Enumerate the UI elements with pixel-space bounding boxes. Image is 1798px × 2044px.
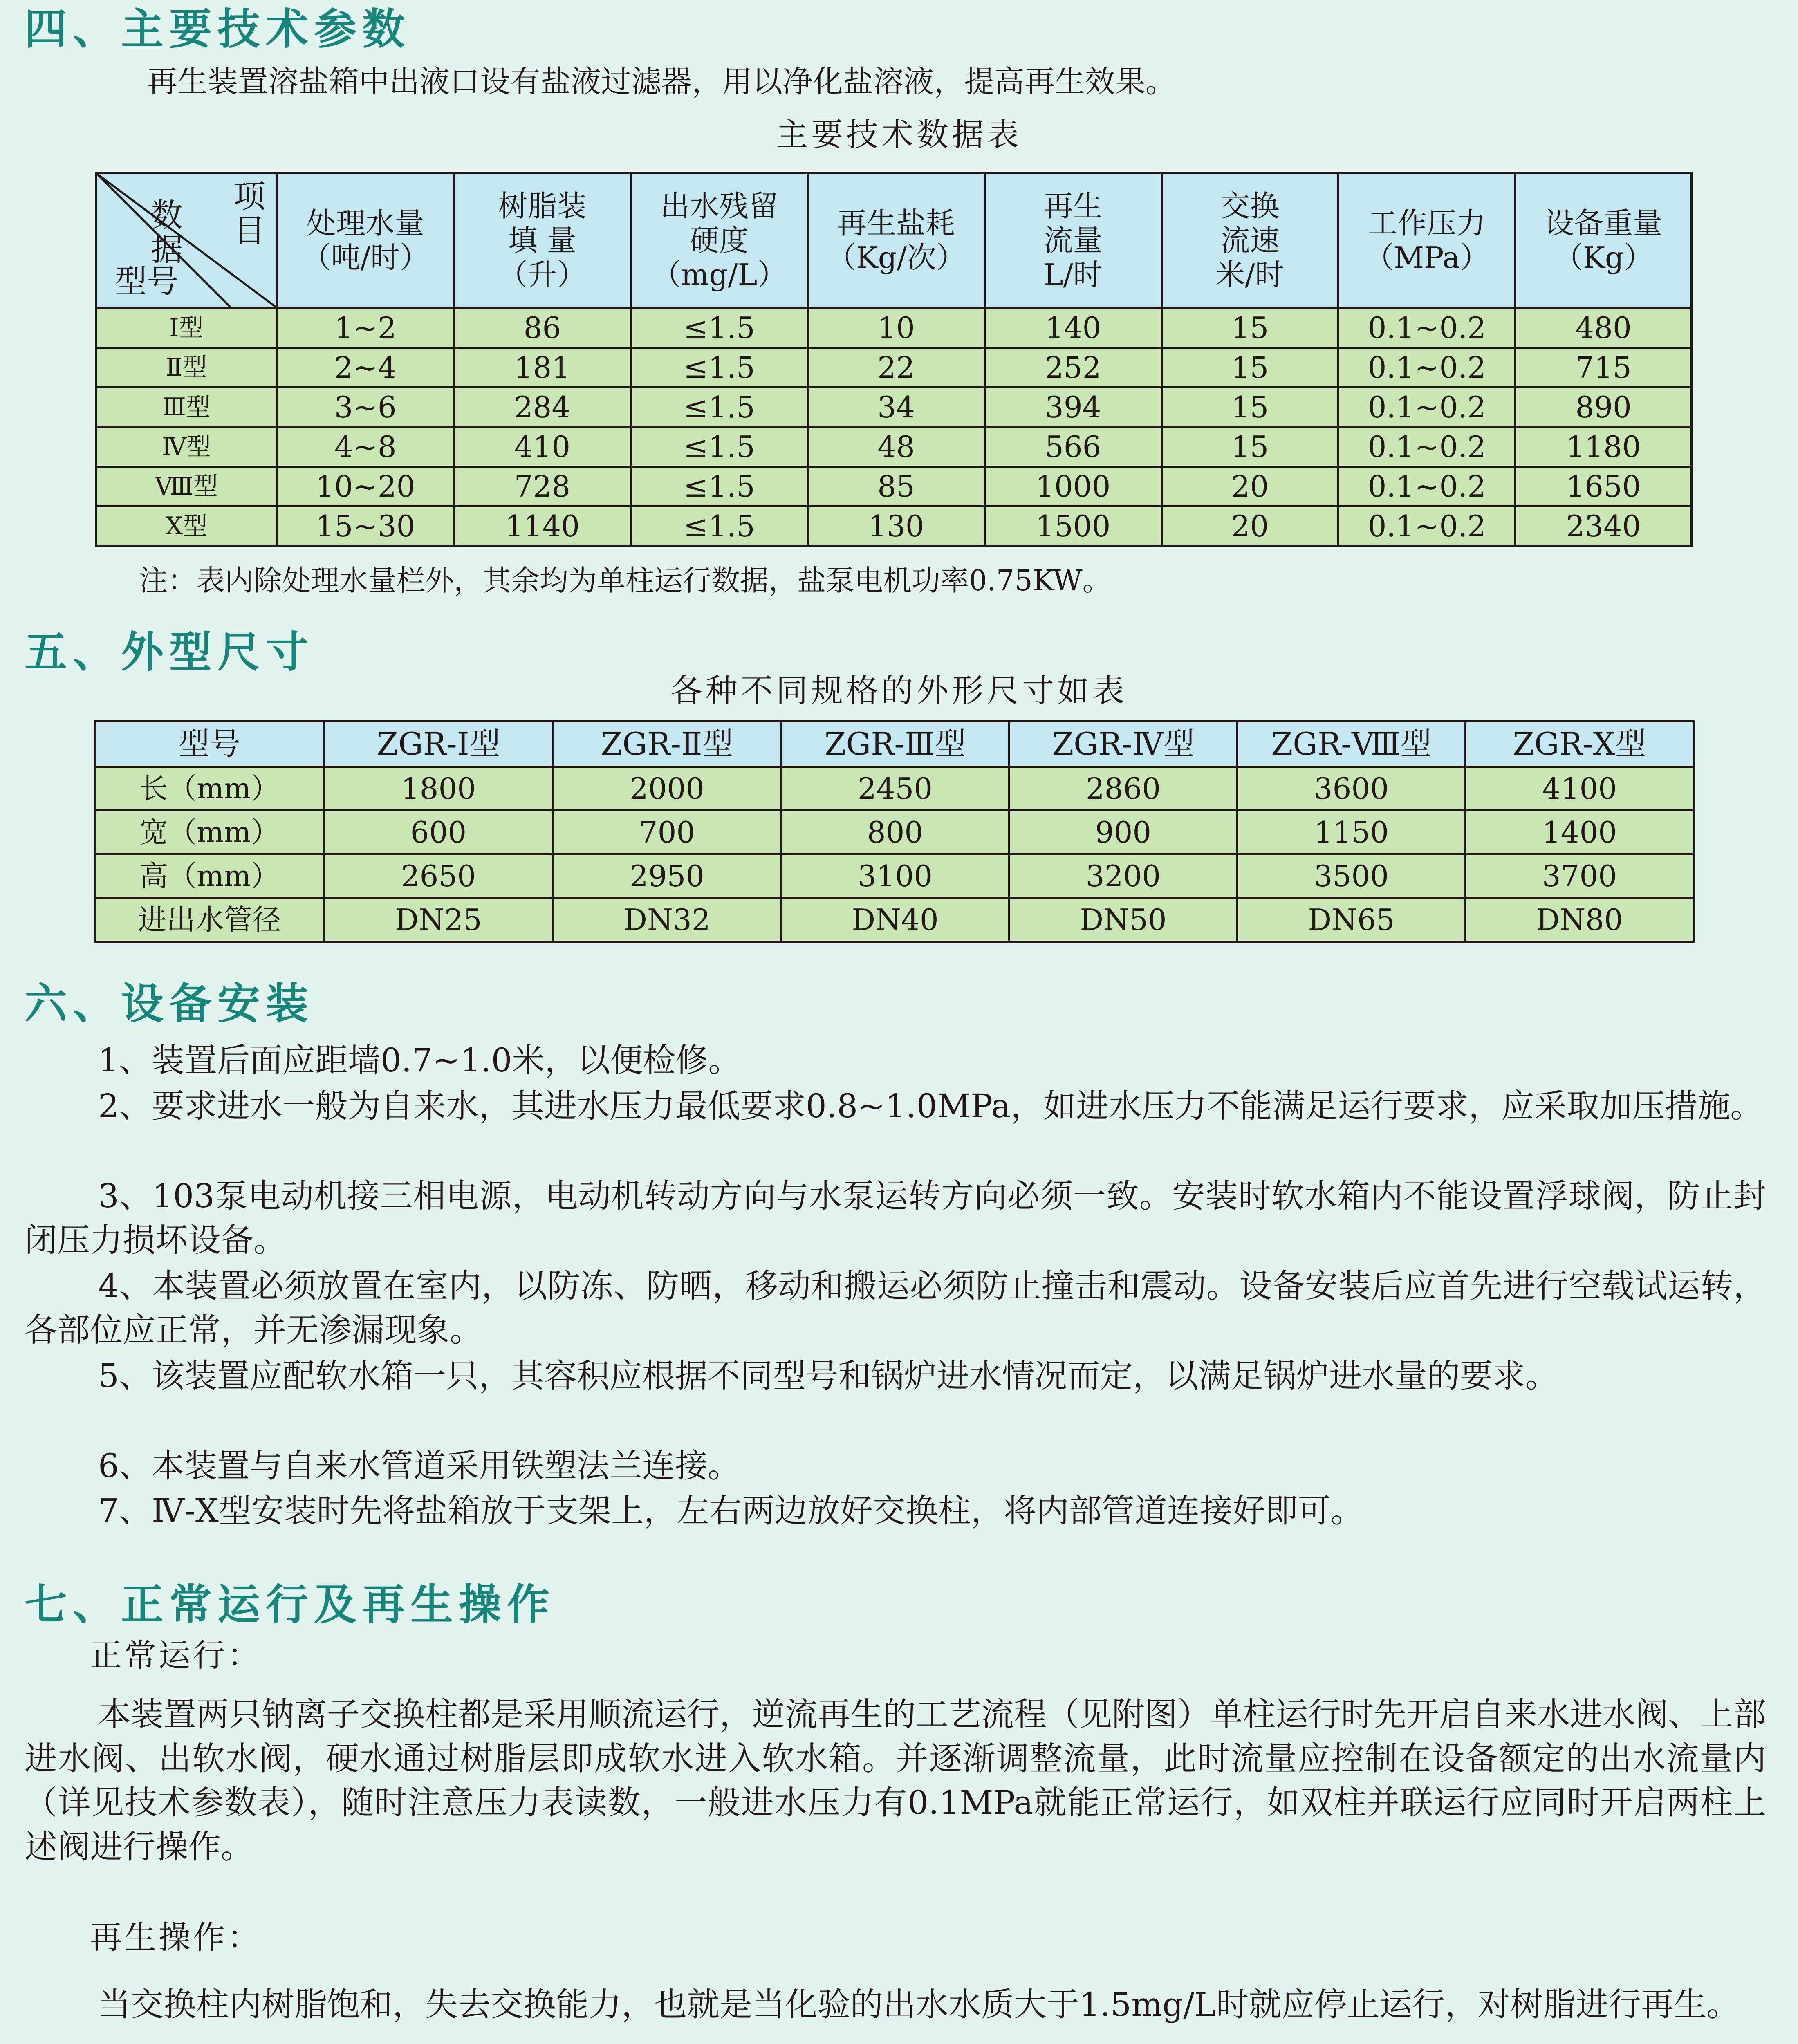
spec-model-cell: Ⅱ型: [96, 348, 277, 388]
install-item-3: 3、103泵电动机接三相电源，电动机转动方向与水泵运转方向必须一致。安装时软水箱内不能设置浮球阀，防止封闭压力损坏设备。: [25, 1177, 1766, 1259]
spec-cell: 728: [454, 467, 631, 507]
spec-cell: 34: [808, 388, 985, 427]
dim-label-cell: 宽（mm）: [95, 811, 324, 854]
install-item-2: 2、要求进水一般为自来水，其进水压力最低要求0.8~1.0MPa，如进水压力不能满足运行要求，应采取加压措施。: [98, 1087, 1763, 1125]
spec-cell: 1180: [1516, 427, 1692, 467]
dim-cell: 3700: [1466, 854, 1694, 898]
spec-cell: 2~4: [277, 348, 454, 388]
spec-cell: 22: [808, 348, 985, 388]
dim-cell: 2450: [781, 767, 1009, 811]
section4-intro: 再生装置溶盐箱中出液口设有盐液过滤器，用以净化盐溶液，提高再生效果。: [147, 64, 1176, 99]
spec-cell: 0.1~0.2: [1338, 348, 1516, 388]
spec-cell: 15: [1161, 348, 1338, 388]
dim-cell: DN50: [1009, 898, 1238, 942]
install-item-4: 4、本装置必须放置在室内，以防冻、防晒，移动和搬运必须防止撞击和震动。设备安装后应首先进行空载试运转，各部位应正常，并无渗漏现象。: [25, 1267, 1766, 1349]
dim-cell: DN80: [1466, 898, 1694, 942]
spec-cell: 140: [984, 308, 1161, 348]
dim-header-cell: ZGR-Ⅹ型: [1466, 722, 1694, 767]
dim-label-cell: 高（mm）: [95, 854, 324, 898]
section5-title: 五、外型尺寸: [25, 627, 314, 677]
spec-cell: 1140: [454, 507, 631, 546]
spec-cell: 1~2: [277, 308, 454, 348]
dim-cell: 700: [553, 811, 781, 854]
spec-cell: 890: [1516, 388, 1692, 427]
spec-cell: 0.1~0.2: [1338, 308, 1516, 348]
dim-cell: 1800: [324, 767, 553, 811]
table-row: [95, 767, 1694, 811]
spec-cell: 1500: [984, 507, 1161, 546]
spec-cell: 130: [808, 507, 985, 546]
spec-corner-cell: [96, 173, 277, 308]
spec-cell: 410: [454, 427, 631, 467]
dimension-table: [94, 720, 1695, 943]
spec-cell: 10~20: [277, 467, 454, 507]
table-row: [95, 898, 1694, 942]
spec-cell: ≤1.5: [631, 507, 808, 546]
section7-title: 七、正常运行及再生操作: [25, 1580, 556, 1629]
spec-cell: 86: [454, 308, 631, 348]
install-item-5: 5、该装置应配软水箱一只，其容积应根据不同型号和锅炉进水情况而定，以满足锅炉进水量的要求。: [98, 1357, 1558, 1395]
spec-cell: 20: [1161, 467, 1338, 507]
spec-table-caption: 主要技术数据表: [776, 117, 1022, 153]
corner-label-middle: 数据: [150, 197, 183, 268]
spec-col-header: 设备重量 （Kg）: [1516, 173, 1692, 308]
spec-cell: 252: [984, 348, 1161, 388]
spec-cell: 20: [1161, 507, 1338, 546]
dim-cell: 1400: [1466, 811, 1694, 854]
table-row: [96, 348, 1692, 388]
regen-heading: 再生操作：: [90, 1919, 262, 1956]
spec-col-header: 交换 流速 米/时: [1161, 173, 1338, 308]
dim-cell: 2000: [553, 767, 781, 811]
dim-cell: DN40: [781, 898, 1009, 942]
spec-model-cell: Ⅳ型: [96, 427, 277, 467]
spec-col-header: 树脂装 填 量 （升）: [454, 173, 631, 308]
spec-cell: ≤1.5: [631, 467, 808, 507]
spec-model-cell: Ⅹ型: [96, 507, 277, 546]
spec-col-header: 工作压力 （MPa）: [1338, 173, 1516, 308]
spec-cell: 48: [808, 427, 985, 467]
spec-cell: 4~8: [277, 427, 454, 467]
spec-col-header: 处理水量 （吨/时）: [277, 173, 454, 308]
spec-cell: 0.1~0.2: [1338, 427, 1516, 467]
spec-col-header: 出水残留 硬度 （mg/L）: [631, 173, 808, 308]
install-item-1: 1、装置后面应距墙0.7~1.0米，以便检修。: [98, 1041, 741, 1079]
dim-cell: 4100: [1466, 767, 1694, 811]
dim-cell: 2860: [1009, 767, 1238, 811]
spec-cell: ≤1.5: [631, 388, 808, 427]
section6-title: 六、设备安装: [25, 979, 314, 1029]
dim-cell: 600: [324, 811, 553, 854]
spec-header-row: [96, 173, 1692, 308]
spec-model-cell: Ⅲ型: [96, 388, 277, 427]
table-row: [96, 388, 1692, 427]
corner-label-top: 项目: [233, 178, 265, 249]
table-row: [96, 467, 1692, 507]
spec-cell: ≤1.5: [631, 427, 808, 467]
spec-cell: 480: [1516, 308, 1692, 348]
dim-label-cell: 进出水管径: [95, 898, 324, 942]
dim-cell: 900: [1009, 811, 1238, 854]
spec-model-cell: Ⅷ型: [96, 467, 277, 507]
dim-cell: 3600: [1238, 767, 1466, 811]
spec-cell: 1000: [984, 467, 1161, 507]
dim-cell: 2650: [324, 854, 553, 898]
spec-cell: 181: [454, 348, 631, 388]
spec-table: [95, 172, 1693, 547]
spec-cell: 0.1~0.2: [1338, 388, 1516, 427]
spec-cell: 15: [1161, 388, 1338, 427]
dim-cell: 3500: [1238, 854, 1466, 898]
spec-cell: ≤1.5: [631, 308, 808, 348]
spec-model-cell: Ⅰ型: [96, 308, 277, 348]
dim-header-cell: ZGR-Ⅰ型: [324, 722, 553, 767]
table-row: [95, 854, 1694, 898]
dim-header-cell: ZGR-Ⅷ型: [1238, 722, 1466, 767]
dim-cell: DN65: [1238, 898, 1466, 942]
spec-cell: 10: [808, 308, 985, 348]
dim-table-caption: 各种不同规格的外形尺寸如表: [670, 672, 1128, 709]
dim-cell: 1150: [1238, 811, 1466, 854]
spec-cell: 0.1~0.2: [1338, 467, 1516, 507]
dim-cell: 3200: [1009, 854, 1238, 898]
spec-cell: 0.1~0.2: [1338, 507, 1516, 546]
spec-col-header: 再生 流量 L/时: [984, 173, 1161, 308]
table-row: [96, 507, 1692, 546]
section4-title: 四、主要技术参数: [25, 4, 411, 54]
spec-cell: 85: [808, 467, 985, 507]
spec-cell: 15: [1161, 308, 1338, 348]
corner-label-bottom: 型号: [115, 263, 179, 300]
normal-run-text: 本装置两只钠离子交换柱都是采用顺流运行，逆流再生的工艺流程（见附图）单柱运行时先开启自来水进水阀、上部进水阀、出软水阀，硬水通过树脂层即成软水进入软水箱。并逐渐调整流量，此时流量应控制在设备额定的出水流量内（详见技术参数表），随时注意压力表读数，一般进水压力有0.1MPa就能正常运行，如双柱并联运行应同时开启两柱上述阀进行操作。: [25, 1695, 1766, 1866]
spec-col-header: 再生盐耗 （Kg/次）: [808, 173, 985, 308]
spec-cell: 284: [454, 388, 631, 427]
dim-header-cell: ZGR-Ⅱ型: [553, 722, 781, 767]
spec-cell: 3~6: [277, 388, 454, 427]
dim-cell: 800: [781, 811, 1009, 854]
spec-cell: 15~30: [277, 507, 454, 546]
dim-cell: DN25: [324, 898, 553, 942]
regen-text: 当交换柱内树脂饱和，失去交换能力，也就是当化验的出水水质大于1.5mg/L时就应停止运行，对树脂进行再生。: [98, 1986, 1740, 2024]
dim-cell: DN32: [553, 898, 781, 942]
spec-cell: 2340: [1516, 507, 1692, 546]
spec-cell: 15: [1161, 427, 1338, 467]
install-item-7: 7、Ⅳ-Ⅹ型安装时先将盐箱放于支架上，左右两边放好交换柱，将内部管道连接好即可。: [98, 1492, 1363, 1530]
table-row: [96, 308, 1692, 348]
dim-label-cell: 长（mm）: [95, 767, 324, 811]
dim-header-cell: ZGR-Ⅳ型: [1009, 722, 1238, 767]
spec-cell: 394: [984, 388, 1161, 427]
dim-header-row: [95, 722, 1694, 767]
spec-cell: 566: [984, 427, 1161, 467]
install-item-6: 6、本装置与自来水管道采用铁塑法兰连接。: [98, 1447, 740, 1485]
spec-cell: ≤1.5: [631, 348, 808, 388]
spec-table-note: 注：表内除处理水量栏外，其余均为单柱运行数据，盐泵电机功率0.75KW。: [139, 564, 1111, 597]
spec-cell: 715: [1516, 348, 1692, 388]
dim-cell: 2950: [553, 854, 781, 898]
spec-cell: 1650: [1516, 467, 1692, 507]
dim-cell: 3100: [781, 854, 1009, 898]
table-row: [95, 811, 1694, 854]
dim-header-cell: 型号: [95, 722, 324, 767]
normal-run-heading: 正常运行：: [90, 1637, 262, 1674]
table-row: [96, 427, 1692, 467]
dim-header-cell: ZGR-Ⅲ型: [781, 722, 1009, 767]
